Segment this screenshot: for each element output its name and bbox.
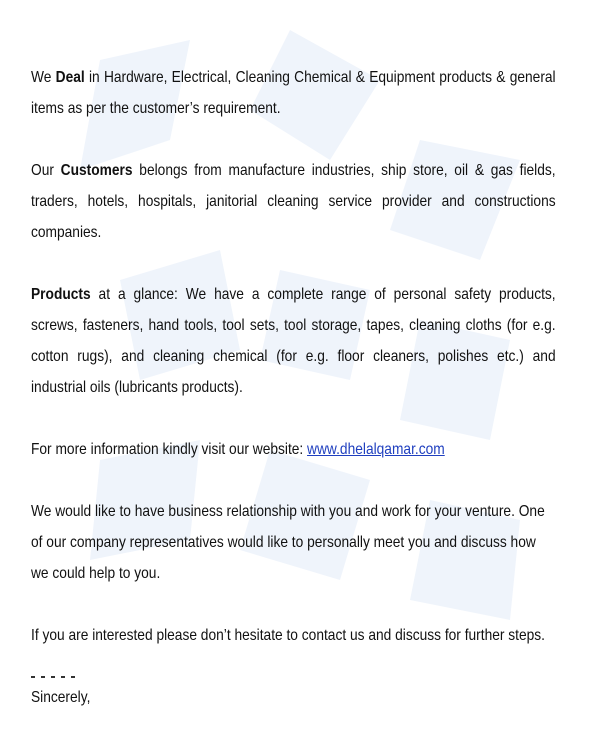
deal-text-after: in Hardware, Electrical, Cleaning Chemical & Equipment products & general items as per the customer’s requirement. — [31, 69, 556, 117]
customers-bold: Customers — [60, 162, 133, 179]
relationship-text: We would like to have business relationship with you and work for your venture. One of our company representatives would like to personally meet you and discuss how we could help to you. — [31, 503, 545, 582]
deal-text-before: We — [31, 69, 56, 86]
paragraph-website — [31, 434, 556, 465]
paragraph-contact — [31, 620, 556, 651]
products-text-after: at a glance: We have a complete range of personal safety products, screws, fasteners, hand tools, tool sets, tool storage, tapes, cleaning cloths (for e.g. cotton rugs), and cleaning chemical (for e.g. floor cleaners, polishes etc.) and industrial oils (lubricants products). — [31, 286, 556, 396]
deal-bold: Deal — [55, 69, 85, 86]
paragraph-products — [31, 279, 556, 403]
cropped-signature-remnant — [31, 676, 91, 682]
products-bold: Products — [31, 286, 91, 303]
paragraph-relationship — [31, 496, 556, 589]
customers-text-after: belongs from manufacture industries, ship store, oil & gas fields, traders, hotels, hospitals, janitorial cleaning service provider and constructions companies. — [31, 162, 556, 241]
closing-line — [31, 682, 556, 713]
website-link[interactable]: www.dhelalqamar.com — [307, 441, 445, 458]
contact-text: If you are interested please don’t hesitate to contact us and discuss for further steps. — [31, 627, 545, 644]
closing-text: Sincerely, — [31, 689, 91, 706]
customers-text-before: Our — [31, 162, 61, 179]
letter-body — [31, 62, 556, 744]
website-text: For more information kindly visit our website: — [31, 441, 308, 458]
paragraph-customers — [31, 155, 556, 248]
paragraph-deal — [31, 62, 556, 124]
